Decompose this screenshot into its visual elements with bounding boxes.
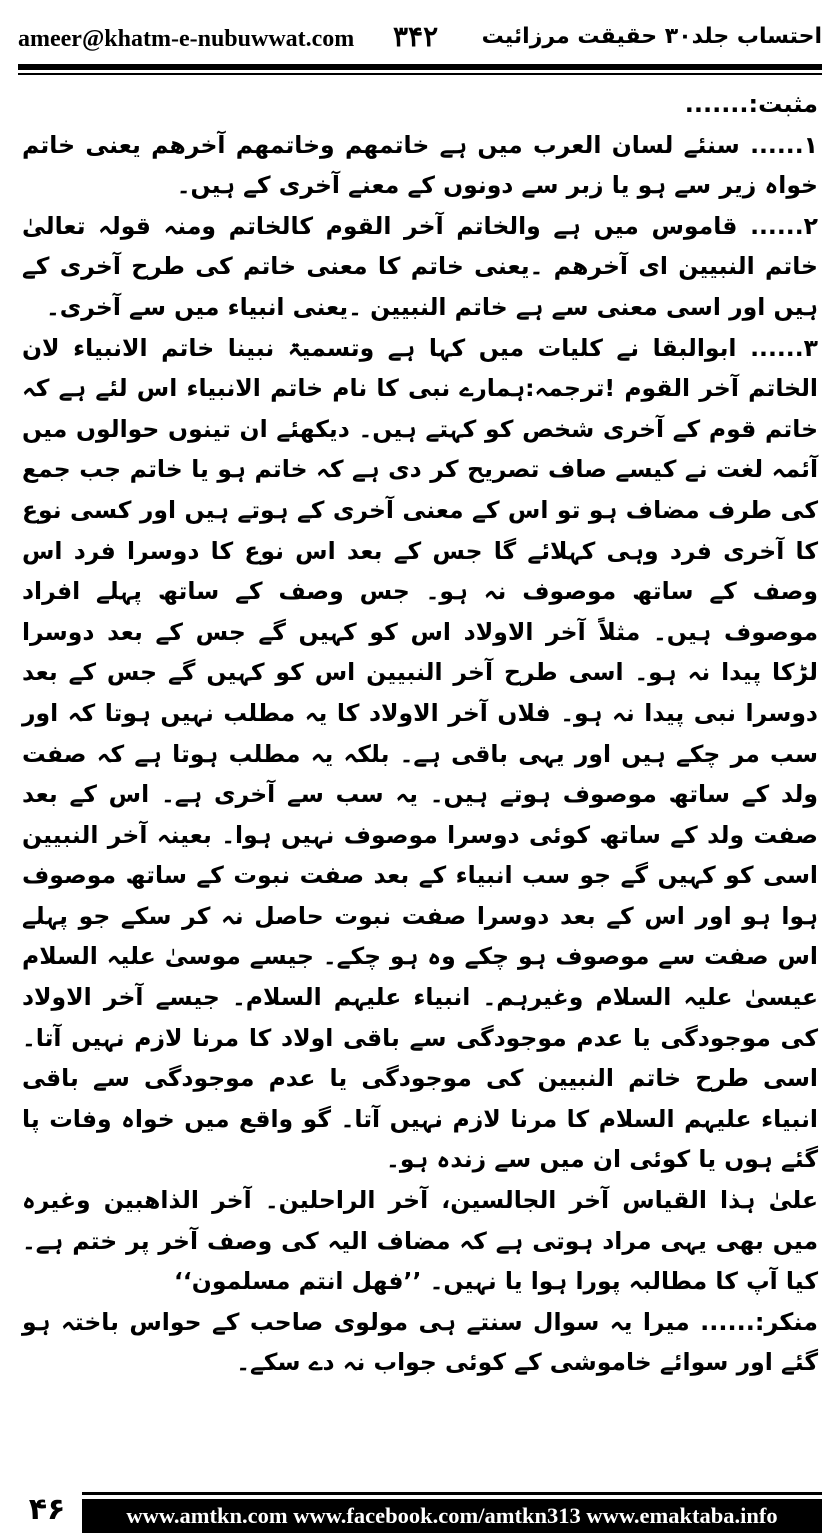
paragraph-2 <box>22 206 818 328</box>
munkir-text: میرا یہ سوال سنتے ہی مولوی صاحب کے حواس باختہ ہو گئے اور سوائے خاموشی کے کوئی جواب نہ دے سکے۔ <box>22 1307 818 1377</box>
header-page-number: ۳۴۲ <box>393 20 439 53</box>
header-rule-thin <box>18 73 822 75</box>
paragraph-text: قاموس میں ہے والخاتم آخر القوم کالخاتم ومنہ قولہ تعالیٰ خاتم النبیین ای آخرھم ۔یعنی خاتم کا معنی خاتم کی طرح آخری کے ہیں اور اسی معنی سے ہے خاتم النبیین ۔یعنی انبیاء میں سے آخری۔ <box>22 211 818 321</box>
closing-paragraph: علیٰ ہذا القیاس آخر الجالسین، آخر الراحلین۔ آخر الذاھبین وغیرہ میں بھی یہی مراد ہوتی ہے کہ مضاف الیہ کی وصف آخر پر ختم ہے۔ کیا آپ کا مطالبہ پورا ہوا یا نہیں۔ ’’فھل انتم مسلمون‘‘ <box>22 1186 818 1296</box>
footer-rule <box>82 1492 822 1495</box>
paragraph-text: ابوالبقا نے کلیات میں کہا ہے وتسمیۃ نبینا خاتم الانبیاء لان الخاتم آخر القوم !ترجمہ:ہمارے نبی کا نام خاتم الانبیاء اس لئے ہے کہ خاتم قوم کے آخری شخص کو کہتے ہیں۔ دیکھئے ان تینوں حوالوں میں آئمہ لغت نے کیسے صاف تصریح کر دی ہے کہ خاتم ہو یا خاتم جب جمع کی طرف مضاف ہو تو اس کے معنی آخری کے ہوتے ہیں اور کسی نوع کا آخری فرد وہی کہلائے گا جس کے بعد اس نوع کا دوسرا فرد اس وصف کے ساتھ موصوف نہ ہو۔ جس وصف کے ساتھ پہلے افراد موصوف ہیں۔ مثلاً آخر الاولاد اس کو کہیں گے جس کے بعد دوسرا لڑکا پیدا نہ ہو۔ اسی طرح آخر النبیین اس کو کہیں گے جس کے بعد دوسرا نبی پیدا نہ ہو۔ فلاں آخر الاولاد کا یہ مطلب نہیں ہوتا کہ اور سب مر چکے ہیں اور یہی باقی ہے۔ بلکہ یہ مطلب ہوتا ہے کہ صفت ولد کے ساتھ موصوف ہوتے ہیں۔ یہ سب سے آخری ہے۔ اس کے بعد صفت ولد کے ساتھ کوئی دوسرا موصوف نہیں ہوا۔ بعینہ آخر النبیین اسی کو کہیں گے جو سب انبیاء کے بعد صفت نبوت کے ساتھ موصوف ہوا ہو اور اس کے بعد دوسرا صفت نبوت حاصل نہ کر سکے جو پہلے اس صفت سے موصوف ہو چکے وہ ہو چکے۔ جیسے موسیٰ علیہ السلام عیسیٰ علیہ السلام وغیرہم۔ انبیاء علیہم السلام۔ جیسے آخر الاولاد کی موجودگی یا عدم موجودگی سے باقی اولاد کا مرنا لازم نہیں آتا۔ اسی طرح خاتم النبیین کی موجودگی یا عدم موجودگی سے باقی انبیاء علیہم السلام کا مرنا لازم نہیں آتا۔ گو واقع میں خواہ وفات پا گئے ہوں یا کوئی ان میں سے زندہ ہو۔ <box>22 333 818 1174</box>
munkir-label: منکر:...... <box>700 1307 818 1336</box>
page-body <box>22 84 818 1383</box>
munkir-paragraph <box>22 1302 818 1383</box>
paragraph-3 <box>22 328 818 1180</box>
header-book-title: احتساب جلد۳۰ حقیقت مرزائیت <box>481 24 822 49</box>
header-email: ameer@khatm-e-nubuwwat.com <box>18 26 355 52</box>
paragraph-number: ۳...... <box>750 333 819 362</box>
paragraph-1 <box>22 125 818 206</box>
header-rule-thick <box>18 64 822 70</box>
paragraph-number: ۲...... <box>750 211 818 240</box>
footer-links: www.amtkn.com www.facebook.com/amtkn313 www.emaktaba.info <box>82 1499 822 1533</box>
page-header <box>18 12 822 62</box>
paragraph-text: سنئے لسان العرب میں ہے خاتمھم وخاتمھم آخرھم یعنی خاتم خواہ زیر سے ہو یا زبر سے دونوں کے معنے آخری کے ہیں۔ <box>22 130 818 200</box>
section-heading: مثبت:....... <box>684 90 818 118</box>
paragraph-number: ۱...... <box>750 130 818 159</box>
footer-page-number: ۴۶ <box>28 1492 66 1527</box>
